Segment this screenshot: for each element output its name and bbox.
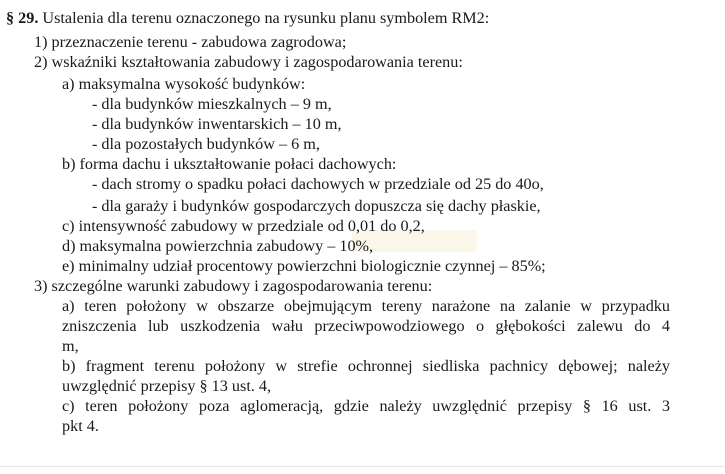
point-3a-line-1: a) teren położony w obszarze obejmującym tereny narażone na zalanie w przypadku — [62, 297, 670, 315]
point-2a-item-1: - dla budynków mieszkalnych – 9 m, — [92, 95, 332, 113]
point-2c: c) intensywność zabudowy w przedziale od 0,01 do 0,2, — [62, 217, 425, 235]
point-3b-line-1: b) fragment terenu położony w strefie ochronnej siedliska pachnicy dębowej; należy — [62, 357, 670, 375]
point-3c-line-2: pkt 4. — [62, 417, 99, 435]
point-2d: d) maksymalna powierzchnia zabudowy – 10%, — [62, 237, 374, 255]
point-2a-item-3: - dla pozostałych budynków – 6 m, — [92, 135, 320, 153]
section-title: Ustalenia dla terenu oznaczonego na rysunku planu symbolem RM2: — [42, 9, 490, 27]
section-number: § 29. — [6, 9, 39, 27]
point-3: 3) szczególne warunki zabudowy i zagospodarowania terenu: — [34, 277, 433, 295]
point-2b-item-1: - dach stromy o spadku połaci dachowych w przedziale od 25 do 40o, — [92, 175, 544, 193]
point-2b: b) forma dachu i ukształtowanie połaci dachowych: — [62, 155, 397, 173]
point-2: 2) wskaźniki kształtowania zabudowy i zagospodarowania terenu: — [34, 53, 463, 71]
point-3c-line-1: c) teren położony poza aglomeracją, gdzie należy uwzględnić przepisy § 16 ust. 3 — [62, 397, 670, 415]
point-1: 1) przeznaczenie terenu - zabudowa zagrodowa; — [34, 33, 347, 51]
point-2a-item-2: - dla budynków inwentarskich – 10 m, — [92, 115, 342, 133]
point-3b-line-2: uwzględnić przepisy § 13 ust. 4, — [62, 377, 272, 395]
point-3a-line-2: zniszczenia lub uszkodzenia wału przeciwpowodziowego o głębokości zalewu do 4 — [62, 317, 670, 335]
page-divider — [0, 466, 725, 467]
point-2b-item-2: - dla garaży i budynków gospodarczych dopuszcza się dachy płaskie, — [92, 197, 541, 215]
point-2a: a) maksymalna wysokość budynków: — [62, 75, 306, 93]
point-3a-line-3: m, — [62, 337, 79, 355]
point-2e: e) minimalny udział procentowy powierzchni biologicznie czynnej – 85%; — [62, 257, 546, 275]
section-heading — [6, 8, 489, 28]
